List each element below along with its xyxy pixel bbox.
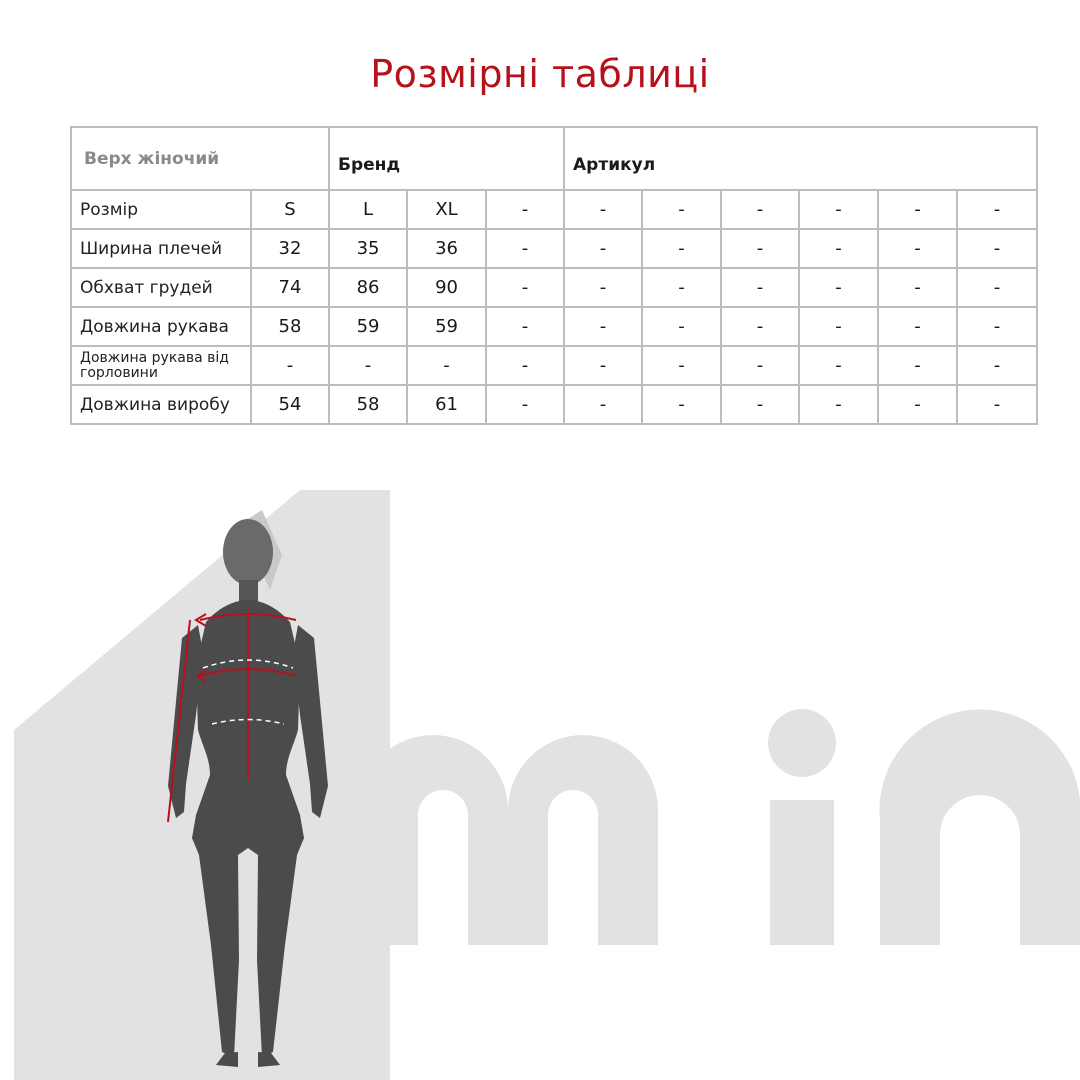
body-measurement-graphic: [0, 440, 1080, 1080]
table-cell: -: [957, 346, 1037, 385]
table-cell: -: [642, 346, 721, 385]
logo-letter-m: [358, 735, 658, 945]
table-cell: -: [564, 346, 642, 385]
table-cell: 58: [329, 385, 407, 424]
table-cell: -: [407, 346, 486, 385]
table-cell: 61: [407, 385, 486, 424]
row-label: Довжина рукава від горловини: [71, 346, 251, 385]
table-cell: -: [957, 268, 1037, 307]
table-cell: -: [329, 346, 407, 385]
table-cell: -: [878, 385, 957, 424]
table-cell: -: [721, 385, 799, 424]
table-cell: XL: [407, 190, 486, 229]
table-cell: 35: [329, 229, 407, 268]
table-cell: -: [878, 346, 957, 385]
table-cell: -: [642, 385, 721, 424]
table-cell: -: [799, 307, 878, 346]
table-cell: -: [799, 268, 878, 307]
table-cell: 90: [407, 268, 486, 307]
table-cell: -: [642, 268, 721, 307]
table-cell: -: [878, 268, 957, 307]
table-cell: -: [799, 229, 878, 268]
table-cell: -: [486, 229, 564, 268]
table-cell: 74: [251, 268, 329, 307]
table-cell: 86: [329, 268, 407, 307]
table-cell: -: [564, 229, 642, 268]
table-cell: -: [721, 229, 799, 268]
table-cell: S: [251, 190, 329, 229]
table-cell: -: [878, 307, 957, 346]
table-cell: 58: [251, 307, 329, 346]
table-cell: -: [486, 190, 564, 229]
table-cell: -: [957, 307, 1037, 346]
table-cell: -: [642, 190, 721, 229]
row-label: Довжина виробу: [71, 385, 251, 424]
table-cell: 32: [251, 229, 329, 268]
logo-letter-n: [880, 710, 1080, 945]
table-cell: -: [486, 268, 564, 307]
table-row: [71, 229, 1037, 268]
logo-letter-i-stem: [770, 800, 834, 945]
table-cell: -: [878, 229, 957, 268]
table-cell: 36: [407, 229, 486, 268]
table-cell: -: [721, 190, 799, 229]
table-cell: -: [721, 268, 799, 307]
table-cell: -: [564, 190, 642, 229]
row-label: Розмір: [71, 190, 251, 229]
logo-letter-i-dot: [768, 709, 836, 777]
category-label: Верх жіночий: [71, 127, 329, 190]
table-cell: -: [721, 346, 799, 385]
table-header-row: [71, 127, 1037, 190]
table-cell: 54: [251, 385, 329, 424]
table-cell: -: [642, 307, 721, 346]
table-cell: -: [878, 190, 957, 229]
table-cell: -: [564, 385, 642, 424]
table-row: [71, 190, 1037, 229]
article-label: Артикул: [564, 127, 1037, 190]
table-cell: -: [721, 307, 799, 346]
table-cell: -: [564, 307, 642, 346]
row-label: Обхват грудей: [71, 268, 251, 307]
size-table: [70, 126, 1038, 425]
table-cell: 59: [407, 307, 486, 346]
table-cell: -: [957, 229, 1037, 268]
table-row: [71, 385, 1037, 424]
logo-diagonal-stripe: [14, 490, 390, 1080]
table-row: [71, 346, 1037, 385]
table-row: [71, 268, 1037, 307]
table-cell: -: [642, 229, 721, 268]
row-label: Ширина плечей: [71, 229, 251, 268]
table-cell: 59: [329, 307, 407, 346]
table-cell: -: [957, 190, 1037, 229]
row-label: Довжина рукава: [71, 307, 251, 346]
table-cell: -: [486, 307, 564, 346]
table-cell: -: [564, 268, 642, 307]
table-cell: -: [486, 385, 564, 424]
table-cell: -: [486, 346, 564, 385]
table-cell: -: [799, 346, 878, 385]
table-row: [71, 307, 1037, 346]
page-title: Розмірні таблиці: [370, 52, 710, 96]
table-cell: -: [799, 190, 878, 229]
brand-label: Бренд: [329, 127, 564, 190]
table-cell: -: [957, 385, 1037, 424]
table-cell: -: [251, 346, 329, 385]
table-cell: L: [329, 190, 407, 229]
table-cell: -: [799, 385, 878, 424]
